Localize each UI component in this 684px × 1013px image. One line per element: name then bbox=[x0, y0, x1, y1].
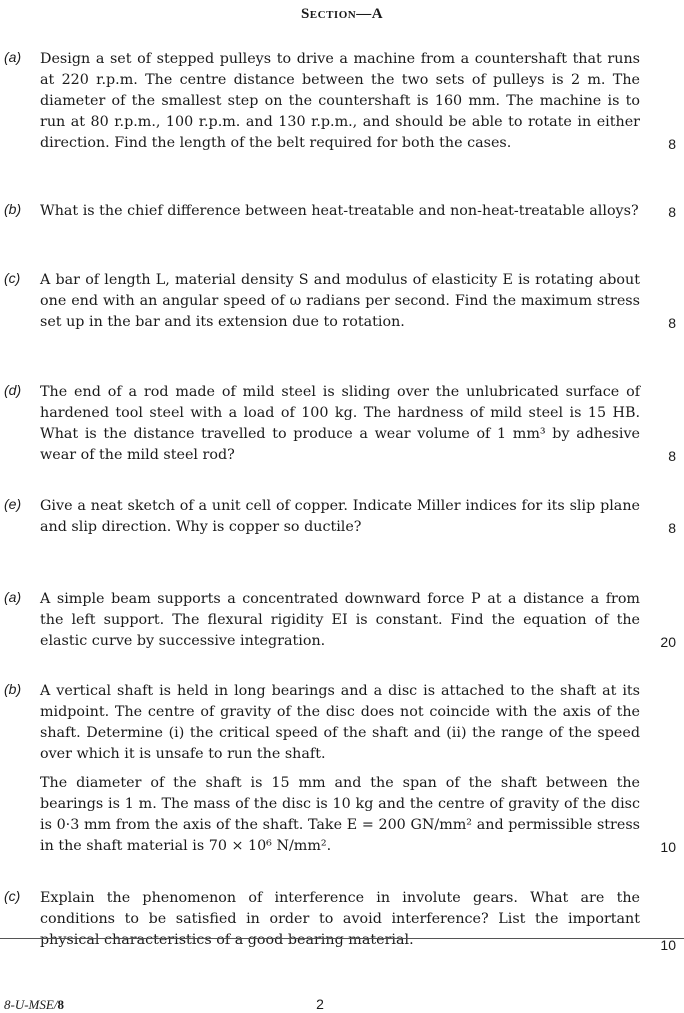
question-label: (a) bbox=[4, 49, 22, 65]
question-label: (e) bbox=[4, 496, 22, 512]
question-marks: 8 bbox=[668, 448, 676, 464]
question-marks: 8 bbox=[668, 204, 676, 220]
paper-code-prefix: 8-U-MSE/ bbox=[4, 997, 58, 1012]
question-1c bbox=[4, 270, 676, 341]
question-marks: 10 bbox=[660, 937, 676, 953]
question-text: A simple beam supports a concentrated downward force P at a distance a from the left support. The flexural rigidity EI is constant. Find the equation of the elastic curve by successive integration. bbox=[40, 591, 640, 649]
page-number: 2 bbox=[316, 996, 324, 1012]
question-1e bbox=[4, 496, 676, 546]
question-1b bbox=[4, 201, 676, 230]
question-1a bbox=[4, 49, 676, 162]
question-text: Design a set of stepped pulleys to drive a machine from a countershaft that runs at 220 r.p.m. The centre distance between the two sets of pulleys is 2 m. The diameter of the smallest step on the countershaft is 160 mm. The machine is to run at 80 r.p.m., 100 r.p.m. and 130 r.p.m., and should be able to rotate in either direction. Find the length of the belt required for both the cases. bbox=[40, 51, 640, 151]
question-label: (b) bbox=[4, 201, 22, 217]
strike-rule bbox=[0, 938, 684, 939]
question-text: A bar of length L, material density S and modulus of elasticity E is rotating about one end with an angular speed of ω radians per second. Find the maximum stress set up in the bar and its extension due to rotation. bbox=[40, 272, 640, 330]
question-label: (c) bbox=[4, 270, 21, 286]
question-marks: 8 bbox=[668, 520, 676, 536]
question-marks: 8 bbox=[668, 315, 676, 331]
question-text: Explain the phenomenon of interference in involute gears. What are the conditions to be satisfied in order to avoid interference? List the important physical characteristics of a good bearing material. bbox=[40, 890, 640, 948]
paper-code-number: 8 bbox=[57, 997, 64, 1012]
question-label: (c) bbox=[4, 888, 21, 904]
question-label: (b) bbox=[4, 681, 22, 697]
question-2a bbox=[4, 589, 676, 660]
question-label: (d) bbox=[4, 382, 22, 398]
question-2c bbox=[4, 888, 676, 959]
question-marks: 20 bbox=[660, 634, 676, 650]
question-text: Give a neat sketch of a unit cell of copper. Indicate Miller indices for its slip plane and slip direction. Why is copper so ductile? bbox=[40, 498, 640, 535]
question-marks: 8 bbox=[668, 136, 676, 152]
question-text: What is the chief difference between heat-treatable and non-heat-treatable alloys? bbox=[40, 203, 639, 219]
question-text: The end of a rod made of mild steel is sliding over the unlubricated surface of hardened tool steel with a load of 100 kg. The hardness of mild steel is 15 HB. What is the distance travelled to produce a wear volume of 1 mm³ by adhesive wear of the mild steel rod? bbox=[40, 384, 640, 463]
question-text-continued: The diameter of the shaft is 15 mm and the span of the shaft between the bearings is 1 m. The mass of the disc is 10 kg and the centre of gravity of the disc is 0·3 mm from the axis of the shaft. Take E = 200 GN/mm² and permissible stress in the shaft material is 70 × 10⁶ N/mm². bbox=[40, 775, 640, 854]
question-1d bbox=[4, 382, 676, 474]
section-heading: Section—A bbox=[300, 6, 384, 22]
question-marks: 10 bbox=[660, 839, 676, 855]
question-2b bbox=[4, 681, 676, 865]
question-label: (a) bbox=[4, 589, 22, 605]
question-text: A vertical shaft is held in long bearings and a disc is attached to the shaft at its midpoint. The centre of gravity of the disc does not coincide with the axis of the shaft. Determine (i) the critical speed of the shaft and (ii) the range of the speed over which it is unsafe to run the shaft. bbox=[40, 683, 640, 762]
